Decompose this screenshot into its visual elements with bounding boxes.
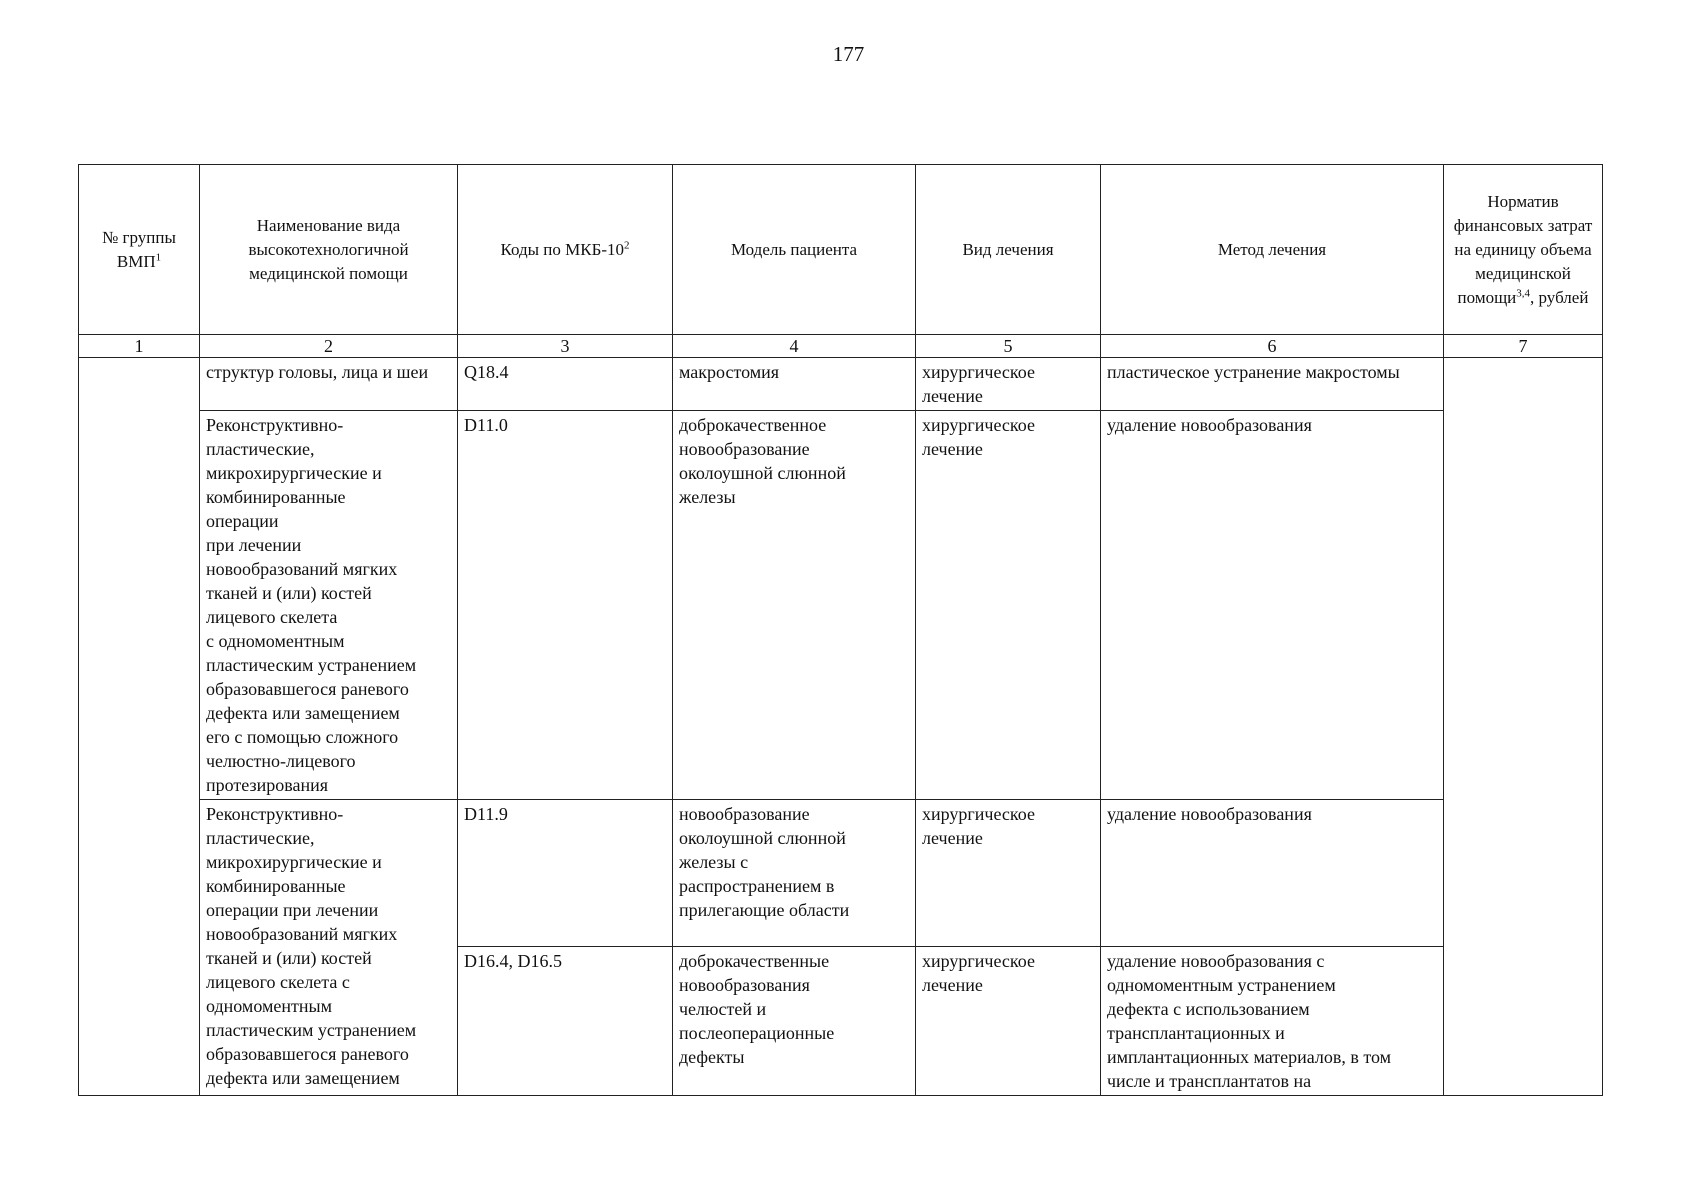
table-row <box>79 800 1603 947</box>
header-treatment-type: Вид лечения <box>916 165 1101 335</box>
column-number: 6 <box>1101 335 1444 358</box>
treatment-type-cell: хирургическое лечение <box>916 800 1101 947</box>
treatment-type-cell: хирургическое лечение <box>916 411 1101 800</box>
column-number: 5 <box>916 335 1101 358</box>
group-number-cell <box>79 358 200 1096</box>
care-type-cell: структур головы, лица и шеи <box>200 358 458 411</box>
column-number: 3 <box>458 335 673 358</box>
column-numbers-row <box>79 335 1603 358</box>
treatment-type-cell: хирургическое лечение <box>916 947 1101 1096</box>
header-icd-codes: Коды по МКБ-$10^2$ <box>458 165 673 335</box>
header-group-number: № группы ВМП$^1$ <box>79 165 200 335</box>
header-treatment-method: Метод лечения <box>1101 165 1444 335</box>
icd-code-cell: D11.0 <box>458 411 673 800</box>
patient-model-cell: макростомия <box>673 358 916 411</box>
icd-code-cell: D16.4, D16.5 <box>458 947 673 1096</box>
cost-norm-cell <box>1444 358 1603 1096</box>
icd-code-cell: D11.9 <box>458 800 673 947</box>
column-number: 7 <box>1444 335 1603 358</box>
header-care-type: Наименование вида высокотехнологичной медицинской помощи <box>200 165 458 335</box>
column-number: 2 <box>200 335 458 358</box>
header-patient-model: Модель пациента <box>673 165 916 335</box>
table-row <box>79 411 1603 800</box>
treatment-type-cell: хирургическое лечение <box>916 358 1101 411</box>
care-type-cell: Реконструктивно- пластические, микрохирургические и комбинированные операции при лечении новообразований мягких тканей и (или) костей лицевого скелета с одномоментным пластическим устранением образовавшегося раневого дефекта или замещением его с помощью сложного челюстно-лицевого протезирования <box>200 411 458 800</box>
table-row <box>79 358 1603 411</box>
header-row <box>79 165 1603 335</box>
treatment-method-cell: пластическое устранение макростомы <box>1101 358 1444 411</box>
treatment-method-cell: удаление новообразования с одномоментным устранением дефекта с использованием трансплантационных и имплантационных материалов, в том числе и трансплантатов на <box>1101 947 1444 1096</box>
column-number: 4 <box>673 335 916 358</box>
treatment-method-cell: удаление новообразования <box>1101 411 1444 800</box>
care-type-cell: Реконструктивно- пластические, микрохирургические и комбинированные операции при лечении новообразований мягких тканей и (или) костей лицевого скелета с одномоментным пластическим устранением образовавшегося раневого дефекта или замещением <box>200 800 458 1096</box>
patient-model-cell: доброкачественные новообразования челюстей и послеоперационные дефекты <box>673 947 916 1096</box>
patient-model-cell: доброкачественное новообразование околоушной слюнной железы <box>673 411 916 800</box>
icd-code-cell: Q18.4 <box>458 358 673 411</box>
page-number: 177 <box>832 42 865 66</box>
header-cost-norm: Норматив финансовых затрат на единицу объема медицинской помощи$^{3,4}$, рублей <box>1444 165 1603 335</box>
column-number: 1 <box>79 335 200 358</box>
vmp-table <box>78 164 1603 1096</box>
patient-model-cell: новообразование околоушной слюнной железы с распространением в прилегающие области <box>673 800 916 947</box>
treatment-method-cell: удаление новообразования <box>1101 800 1444 947</box>
